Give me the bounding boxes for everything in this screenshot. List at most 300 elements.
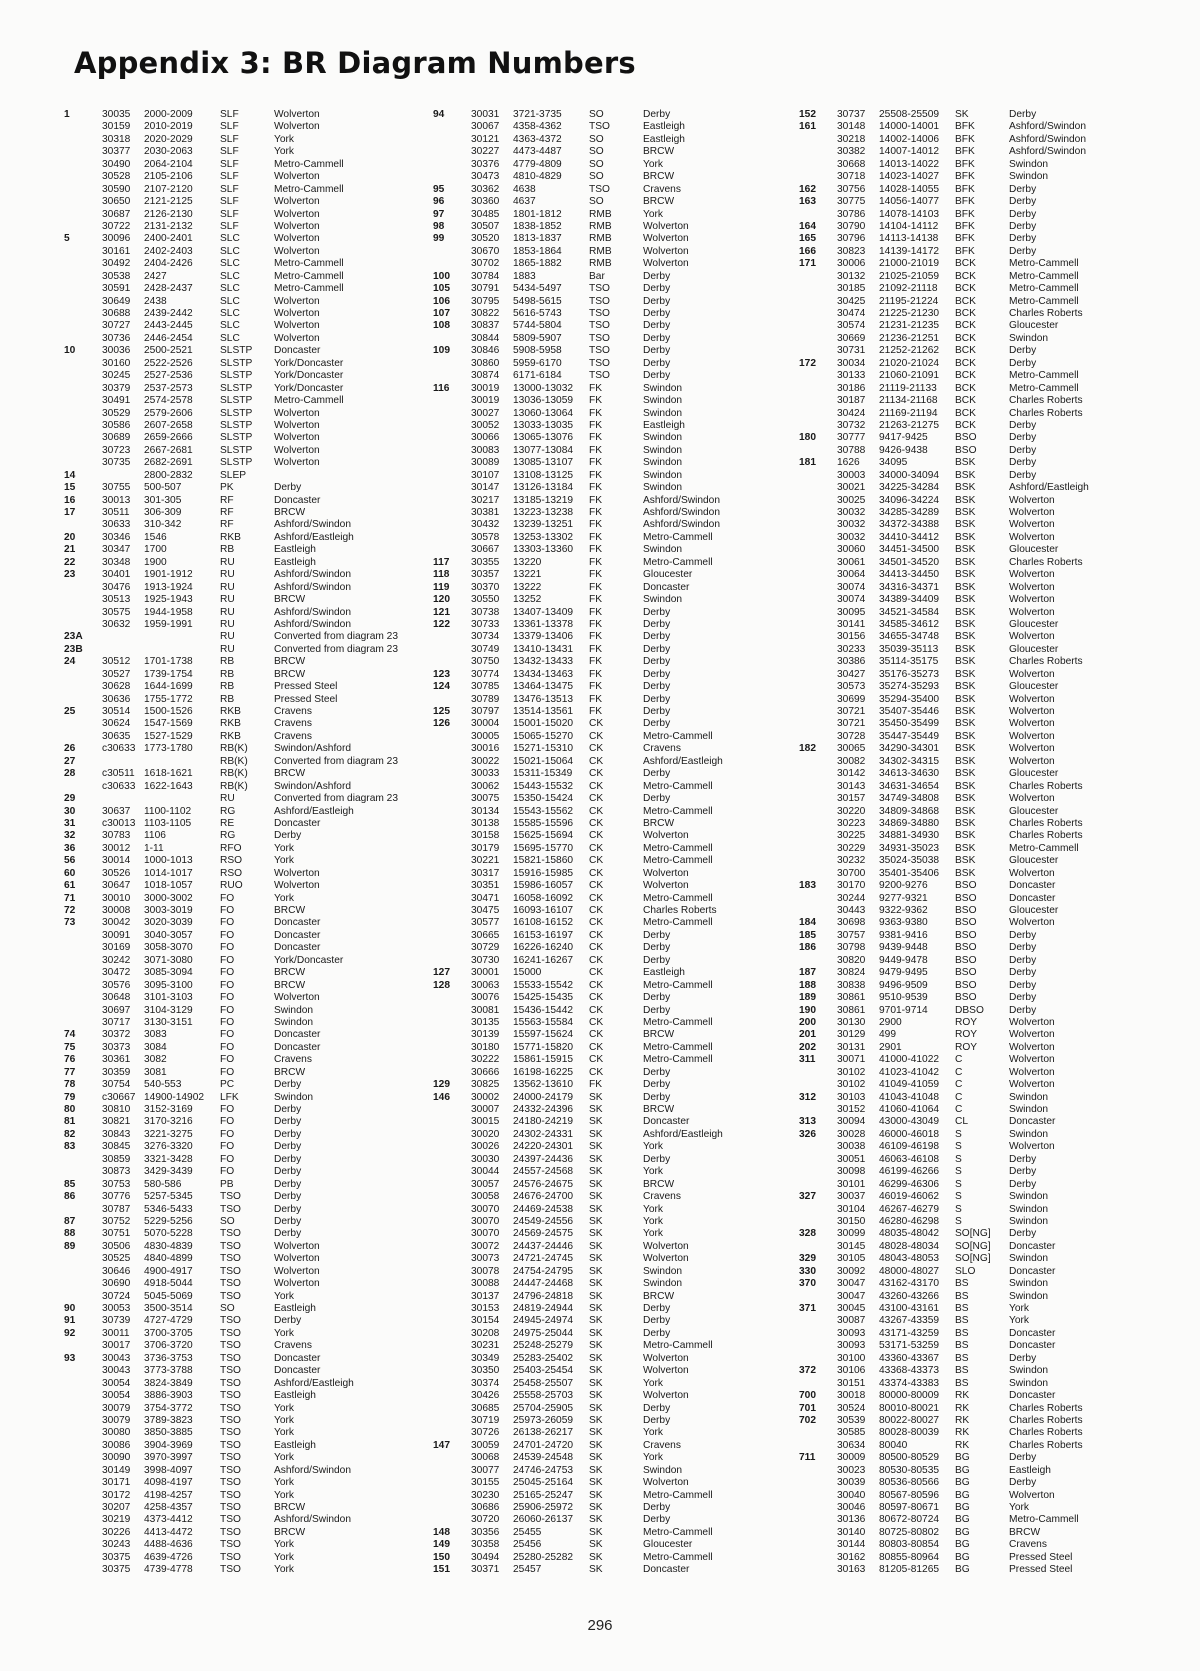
- builder: BRCW: [274, 979, 306, 991]
- table-row: [433, 1415, 805, 1427]
- builder: Converted from diagram 23: [274, 755, 399, 767]
- table-row: [64, 395, 436, 407]
- running-numbers: 34585-34612: [879, 618, 940, 630]
- diagram-number: 152: [799, 109, 816, 120]
- lot-number: 30019: [471, 382, 500, 394]
- diagram-number: 201: [799, 1029, 816, 1041]
- coach-type: BFK: [955, 220, 975, 232]
- lot-number: 30425: [837, 295, 866, 307]
- lot-number: c30667: [102, 1091, 136, 1103]
- diagram-number: [64, 781, 102, 793]
- coach-type: FK: [589, 432, 603, 444]
- diagram-number: 24: [64, 656, 76, 668]
- diagram-number: 202: [799, 1041, 816, 1053]
- diagram-number: 77: [64, 1066, 76, 1078]
- diagram-number: [799, 1502, 837, 1514]
- lot-number: 30134: [471, 805, 500, 817]
- diagram-number: [64, 718, 102, 730]
- table-row: [64, 1340, 436, 1352]
- running-numbers: 13410-13431: [513, 643, 574, 655]
- coach-type: SLC: [220, 332, 240, 344]
- builder: Wolverton: [274, 407, 320, 419]
- lot-number: 30791: [471, 283, 500, 295]
- diagram-number: [64, 1278, 102, 1290]
- table-row: [433, 656, 805, 668]
- lot-number: 30093: [837, 1340, 866, 1352]
- diagram-number: [433, 631, 471, 643]
- coach-type: TSO: [220, 1327, 241, 1339]
- table-row: [64, 1440, 436, 1452]
- lot-number: 30526: [102, 867, 131, 879]
- table-row: [799, 246, 1171, 258]
- diagram-number: [799, 607, 837, 619]
- lot-number: 30749: [471, 643, 500, 655]
- lot-number: 30697: [102, 1004, 131, 1016]
- builder: Swindon: [1009, 1377, 1049, 1389]
- table-row: [799, 893, 1171, 905]
- builder: Wolverton: [1009, 1054, 1055, 1066]
- table-row: [64, 258, 436, 270]
- table-row: [64, 607, 436, 619]
- diagram-number: [799, 1179, 837, 1191]
- coach-type: TSO: [220, 1477, 241, 1489]
- running-numbers: 4473-4487: [513, 146, 562, 158]
- builder: Ashford/Swindon: [274, 606, 352, 618]
- coach-type: BS: [955, 1377, 969, 1389]
- lot-number: 30585: [837, 1427, 866, 1439]
- table-row: [799, 992, 1171, 1004]
- running-numbers: 24437-24446: [513, 1240, 574, 1252]
- coach-type: BCK: [955, 345, 976, 357]
- coach-type: BCK: [955, 283, 976, 295]
- lot-number: c30633: [102, 780, 136, 792]
- lot-number: 30222: [471, 1054, 500, 1066]
- lot-number: 30002: [471, 1091, 500, 1103]
- lot-number: 30045: [837, 1303, 866, 1314]
- table-row: [64, 1490, 436, 1502]
- builder: Converted from diagram 23: [274, 793, 399, 805]
- coach-type: TSO: [220, 1203, 241, 1215]
- running-numbers: 46280-46298: [879, 1215, 940, 1227]
- table-row: [433, 1228, 805, 1240]
- running-numbers: 5908-5958: [513, 345, 562, 357]
- builder: Gloucester: [1009, 320, 1059, 332]
- lot-number: 30721: [837, 706, 866, 717]
- table-row: [799, 395, 1171, 407]
- table-row: [433, 308, 805, 320]
- lot-number: 30026: [471, 1141, 500, 1153]
- coach-type: TSO: [220, 1514, 241, 1526]
- table-row: [64, 1303, 436, 1315]
- builder: Charles Roberts: [1009, 1414, 1083, 1426]
- lot-number: 30722: [102, 220, 131, 232]
- coach-type: FO: [220, 1004, 235, 1016]
- coach-type: BG: [955, 1489, 970, 1501]
- builder: Swindon: [1009, 1278, 1049, 1290]
- lot-number: 30208: [471, 1327, 500, 1339]
- running-numbers: 21252-21262: [879, 345, 940, 357]
- coach-type: FO: [220, 1141, 235, 1153]
- coach-type: BSK: [955, 594, 976, 606]
- coach-type: BCK: [955, 308, 976, 319]
- coach-type: FK: [589, 444, 603, 456]
- lot-number: 30729: [471, 942, 500, 954]
- lot-number: 30221: [471, 855, 500, 867]
- builder: Metro-Cammell: [643, 1054, 713, 1066]
- running-numbers: 41000-41022: [879, 1054, 940, 1066]
- running-numbers: 4363-4372: [513, 133, 562, 145]
- coach-type: C: [955, 1091, 963, 1103]
- running-numbers: 21263-21275: [879, 419, 940, 431]
- builder: York: [643, 1228, 664, 1240]
- builder: Metro-Cammell: [643, 1340, 713, 1352]
- diagram-number: [433, 992, 471, 1004]
- table-row: [433, 283, 805, 295]
- coach-type: BSK: [955, 743, 976, 755]
- running-numbers: 1014-1017: [144, 867, 193, 879]
- diagram-number: [64, 1378, 102, 1390]
- diagram-number: 188: [799, 979, 816, 991]
- lot-number: 30700: [837, 867, 866, 879]
- coach-type: CK: [589, 954, 604, 966]
- builder: Derby: [274, 1215, 302, 1227]
- lot-number: 30577: [471, 917, 500, 929]
- builder: BRCW: [643, 196, 675, 208]
- table-row: [433, 184, 805, 196]
- diagram-number: [433, 1490, 471, 1502]
- builder: Charles Roberts: [1009, 308, 1083, 319]
- coach-type: BSK: [955, 643, 976, 655]
- lot-number: 30185: [837, 283, 866, 295]
- lot-number: 30821: [102, 1116, 131, 1128]
- table-row: [64, 980, 436, 992]
- builder: Derby: [643, 1091, 671, 1103]
- running-numbers: 34931-35023: [879, 842, 940, 854]
- diagram-number: [64, 1502, 102, 1514]
- table-row: [433, 420, 805, 432]
- coach-type: BSO: [955, 929, 977, 941]
- coach-type: SK: [589, 1116, 603, 1128]
- running-numbers: 80803-80854: [879, 1539, 940, 1551]
- coach-type: BSK: [955, 755, 976, 767]
- table-row: [799, 1502, 1171, 1514]
- running-numbers: [144, 631, 220, 643]
- diagram-number: [799, 1514, 837, 1526]
- lot-number: 30103: [837, 1091, 866, 1103]
- builder: Metro-Cammell: [643, 917, 713, 929]
- diagram-number: [433, 1427, 471, 1439]
- diagram-number: [799, 1291, 837, 1303]
- coach-type: ROY: [955, 1029, 978, 1041]
- builder: Swindon: [643, 594, 683, 606]
- lot-number: 30043: [102, 1365, 131, 1377]
- running-numbers: 1944-1958: [144, 606, 193, 618]
- diagram-number: [433, 134, 471, 146]
- lot-number: 30784: [471, 270, 500, 282]
- running-numbers: 24539-24548: [513, 1452, 574, 1464]
- coach-type: SLSTP: [220, 382, 253, 394]
- coach-type: SK: [589, 1128, 603, 1140]
- coach-type: BG: [955, 1514, 970, 1526]
- table-row: [799, 843, 1171, 855]
- table-row: [64, 544, 436, 556]
- running-numbers: 21231-21235: [879, 320, 940, 332]
- running-numbers: 2579-2606: [144, 407, 193, 419]
- running-numbers: 1527-1529: [144, 730, 193, 742]
- coach-type: TSO: [220, 1402, 241, 1414]
- builder: Charles Roberts: [1009, 407, 1083, 419]
- running-numbers: 41043-41048: [879, 1091, 940, 1103]
- builder: Derby: [1009, 979, 1037, 991]
- lot-number: 30670: [471, 245, 500, 257]
- builder: Doncaster: [274, 1365, 321, 1377]
- diagram-number: 82: [64, 1128, 76, 1140]
- coach-type: CK: [589, 730, 604, 742]
- coach-type: PK: [220, 482, 234, 494]
- diagram-number: 327: [799, 1191, 816, 1203]
- diagram-number: 122: [433, 618, 450, 630]
- diagram-number: 150: [433, 1551, 450, 1563]
- table-row: [799, 1440, 1171, 1452]
- builder: Wolverton: [1009, 531, 1055, 543]
- diagram-number: [799, 669, 837, 681]
- coach-type: FO: [220, 1041, 235, 1053]
- builder: Pressed Steel: [1009, 1564, 1073, 1576]
- lot-number: 30837: [471, 320, 500, 332]
- builder: York: [274, 133, 295, 145]
- running-numbers: 34095: [879, 457, 908, 469]
- running-numbers: 4810-4829: [513, 171, 562, 183]
- coach-type: S: [955, 1128, 962, 1140]
- coach-type: BCK: [955, 395, 976, 407]
- builder: Doncaster: [274, 1352, 321, 1364]
- builder: Derby: [643, 681, 671, 693]
- builder: Derby: [643, 1303, 671, 1314]
- diagram-number: [799, 1067, 837, 1079]
- coach-type: SLSTP: [220, 345, 253, 357]
- running-numbers: 2607-2658: [144, 419, 193, 431]
- lot-number: 30011: [102, 1327, 130, 1339]
- running-numbers: 9322-9362: [879, 905, 928, 916]
- diagram-number: [433, 420, 471, 432]
- table-row: [433, 544, 805, 556]
- diagram-number: [433, 1017, 471, 1029]
- running-numbers: 1103-1105: [144, 817, 192, 829]
- lot-number: 30140: [837, 1526, 866, 1538]
- running-numbers: 15271-15310: [513, 743, 574, 755]
- running-numbers: 25283-25402: [513, 1352, 574, 1364]
- running-numbers: 16093-16107: [513, 905, 574, 916]
- lot-number: 30686: [471, 1502, 500, 1513]
- coach-type: CK: [589, 718, 604, 730]
- coach-type: SO: [589, 171, 604, 183]
- table-row: [799, 1353, 1171, 1365]
- coach-type: CK: [589, 855, 604, 867]
- lot-number: 30151: [837, 1377, 866, 1389]
- diagram-number: [64, 209, 102, 221]
- running-numbers: 41060-41064: [879, 1104, 940, 1115]
- table-row: [799, 233, 1171, 245]
- running-numbers: 34451-34500: [879, 544, 940, 556]
- table-row: [433, 706, 805, 718]
- lot-number: 30574: [837, 320, 866, 332]
- running-numbers: 499: [879, 1029, 896, 1041]
- running-numbers: 46019-46062: [879, 1191, 940, 1203]
- lot-number: 30022: [471, 755, 500, 767]
- diagram-number: 92: [64, 1327, 76, 1339]
- builder: Derby: [1009, 432, 1037, 444]
- diagram-number: [433, 880, 471, 892]
- running-numbers: 3003-3019: [144, 905, 193, 916]
- table-row: [64, 743, 436, 755]
- running-numbers: 34613-34630: [879, 768, 940, 780]
- lot-number: 30687: [102, 208, 131, 220]
- builder: Metro-Cammell: [643, 842, 713, 854]
- builder: York: [274, 1402, 295, 1414]
- lot-number: 30207: [102, 1502, 131, 1513]
- table-row: [64, 358, 436, 370]
- lot-number: 30143: [837, 780, 866, 792]
- coach-type: TSO: [220, 1414, 241, 1426]
- running-numbers: 81205-81265: [879, 1564, 940, 1576]
- running-numbers: 3500-3514: [144, 1303, 193, 1314]
- builder: Derby: [1009, 967, 1037, 979]
- table-row: [433, 1079, 805, 1091]
- builder: Wolverton: [643, 233, 689, 245]
- lot-number: 30231: [471, 1340, 500, 1352]
- coach-type: FK: [589, 643, 603, 655]
- table-row: [433, 221, 805, 233]
- builder: Derby: [643, 718, 671, 730]
- builder: Wolverton: [1009, 631, 1055, 643]
- builder: York: [643, 158, 664, 170]
- lot-number: 30667: [471, 544, 500, 556]
- diagram-number: [799, 1427, 837, 1439]
- diagram-number: [799, 1378, 837, 1390]
- diagram-number: [433, 1104, 471, 1116]
- table-row: [799, 1539, 1171, 1551]
- diagram-number: [433, 1241, 471, 1253]
- builder: Derby: [643, 283, 671, 295]
- builder: Derby: [1009, 1477, 1037, 1489]
- running-numbers: 24754-24795: [513, 1265, 574, 1277]
- coach-type: FO: [220, 1128, 235, 1140]
- diagram-number: 83: [64, 1141, 76, 1153]
- table-row: [799, 582, 1171, 594]
- builder: Metro-Cammell: [1009, 370, 1079, 382]
- diagram-number: 372: [799, 1365, 816, 1377]
- builder: Swindon: [274, 1016, 314, 1028]
- builder: Derby: [643, 1414, 671, 1426]
- running-numbers: 80536-80566: [879, 1477, 940, 1489]
- coach-type: RU: [220, 569, 235, 581]
- lot-number: 30717: [102, 1016, 131, 1028]
- lot-number: 30774: [471, 668, 500, 680]
- coach-type: TSO: [589, 332, 610, 344]
- diagram-number: 147: [433, 1439, 450, 1451]
- diagram-number: 71: [64, 892, 76, 904]
- diagram-number: [799, 495, 837, 507]
- running-numbers: 80022-80027: [879, 1414, 940, 1426]
- builder: Gloucester: [1009, 643, 1059, 655]
- coach-type: S: [955, 1166, 962, 1178]
- builder: Wolverton: [1009, 718, 1055, 730]
- diagram-number: [433, 246, 471, 258]
- diagram-number: [433, 171, 471, 183]
- lot-number: 30171: [102, 1477, 131, 1489]
- builder: Wolverton: [643, 245, 689, 257]
- lot-number: 30042: [102, 917, 131, 929]
- diagram-number: [64, 1005, 102, 1017]
- table-row: [64, 1378, 436, 1390]
- running-numbers: 46199-46266: [879, 1166, 940, 1178]
- table-row: [433, 408, 805, 420]
- table-row: [799, 1552, 1171, 1564]
- builder: Doncaster: [643, 1564, 690, 1576]
- running-numbers: 4098-4197: [144, 1477, 193, 1489]
- diagram-number: 371: [799, 1303, 816, 1314]
- running-numbers: 15000: [513, 967, 542, 979]
- running-numbers: 13185-13219: [513, 494, 574, 506]
- diagram-number: 97: [433, 208, 445, 220]
- diagram-number: [64, 607, 102, 619]
- lot-number: c30013: [102, 817, 136, 829]
- coach-type: RB: [220, 544, 235, 556]
- builder: Metro-Cammell: [1009, 270, 1079, 282]
- running-numbers: 4638: [513, 183, 536, 195]
- builder: York: [643, 1203, 664, 1215]
- coach-type: RB(K): [220, 743, 248, 755]
- table-row: [433, 271, 805, 283]
- lot-number: 30160: [102, 357, 131, 369]
- builder: Doncaster: [1009, 892, 1056, 904]
- running-numbers: 3130-3151: [144, 1016, 193, 1028]
- lot-number: 30061: [837, 556, 866, 568]
- lot-number: [102, 644, 144, 656]
- diagram-number: [799, 159, 837, 171]
- lot-number: 30374: [471, 1377, 500, 1389]
- builder: Cravens: [643, 1439, 681, 1451]
- diagram-number: [433, 1191, 471, 1203]
- lot-number: 30089: [471, 457, 500, 469]
- coach-type: RU: [220, 793, 235, 805]
- coach-type: CL: [955, 1116, 969, 1128]
- coach-type: RFO: [220, 842, 242, 854]
- lot-number: 30179: [471, 842, 500, 854]
- builder: Ashford/Swindon: [274, 1514, 352, 1526]
- table-row: [64, 917, 436, 929]
- table-row: [799, 619, 1171, 631]
- lot-number: 30506: [102, 1240, 131, 1252]
- diagram-number: [799, 830, 837, 842]
- coach-type: FK: [589, 407, 603, 419]
- builder: Derby: [643, 345, 671, 357]
- coach-type: SLC: [220, 320, 240, 332]
- lot-number: 30798: [837, 942, 866, 954]
- coach-type: CK: [589, 1041, 604, 1053]
- running-numbers: 3789-3823: [144, 1414, 193, 1426]
- lot-number: 30162: [837, 1551, 866, 1563]
- coach-type: SK: [589, 1178, 603, 1190]
- coach-type: TSO: [589, 320, 610, 332]
- coach-type: FO: [220, 1116, 235, 1128]
- diagram-number: 14: [64, 469, 76, 481]
- coach-type: SLF: [220, 208, 239, 220]
- table-row: [64, 445, 436, 457]
- builder: Derby: [643, 668, 671, 680]
- diagram-number: 123: [433, 668, 450, 680]
- diagram-number: [799, 631, 837, 643]
